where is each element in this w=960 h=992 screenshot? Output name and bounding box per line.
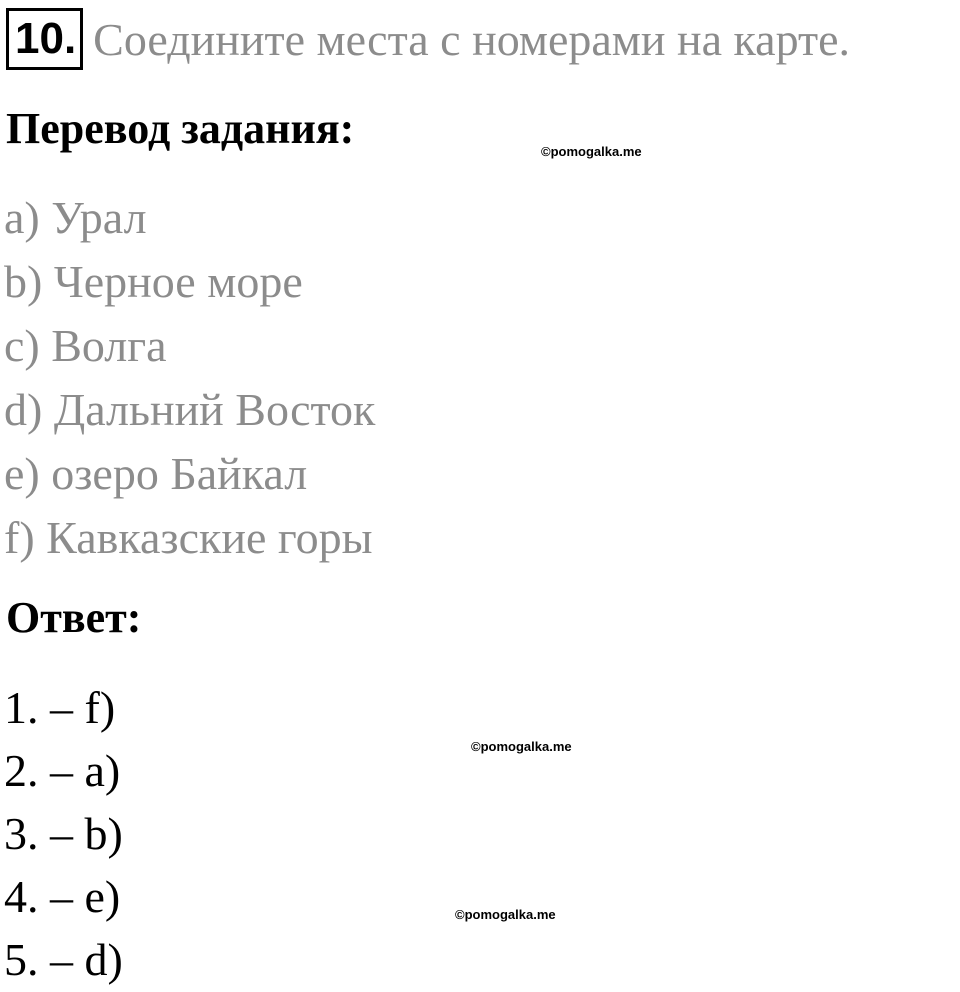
answer-item-4: 4. – e) — [4, 871, 121, 922]
answer-item-5: 5. – d) — [4, 934, 123, 985]
watermark: ©pomogalka.me — [455, 907, 556, 922]
task-number-badge: 10. — [6, 8, 83, 70]
task-header — [6, 8, 850, 70]
option-item-c: c) Волга — [4, 320, 167, 371]
answer-item-2: 2. – a) — [4, 745, 121, 796]
task-instruction: Соедините места с номерами на карте. — [93, 13, 851, 65]
option-item-e: e) озеро Байкал — [4, 448, 308, 499]
option-item-f: f) Кавказские горы — [4, 512, 373, 563]
watermark: ©pomogalka.me — [541, 144, 642, 159]
translation-heading: Перевод задания: — [6, 104, 355, 153]
answer-item-1: 1. – f) — [4, 682, 116, 733]
answer-list — [4, 676, 123, 991]
option-item-d: d) Дальний Восток — [4, 384, 376, 435]
answer-item-3: 3. – b) — [4, 808, 123, 859]
translation-options-list — [4, 186, 375, 570]
watermark: ©pomogalka.me — [471, 739, 572, 754]
option-item-a: a) Урал — [4, 192, 147, 243]
option-item-b: b) Черное море — [4, 256, 303, 307]
answer-heading: Ответ: — [6, 593, 142, 642]
